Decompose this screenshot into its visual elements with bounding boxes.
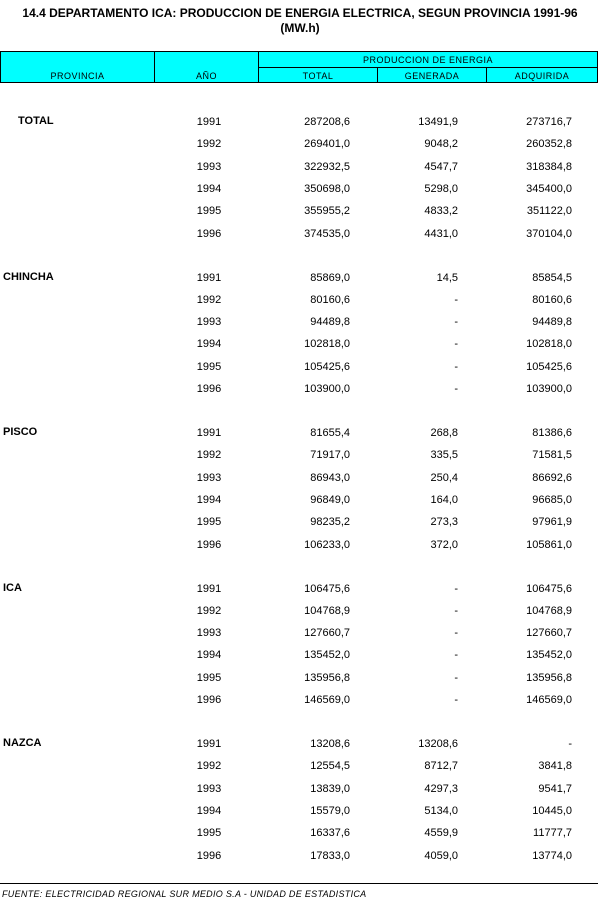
total-cell: 374535,0 (304, 227, 350, 240)
adquirida-cell: - (568, 738, 572, 750)
year-cell: 1996 (196, 694, 222, 706)
adquirida-cell: 105861,0 (526, 538, 572, 551)
year-cell: 1994 (196, 804, 222, 817)
generada-cell: 273,3 (430, 516, 458, 529)
adquirida-cell: 127660,7 (526, 627, 572, 640)
year-cell: 1994 (196, 649, 222, 662)
generada-cell: 250,4 (430, 471, 458, 484)
table-row (0, 759, 600, 773)
table-header (0, 51, 598, 83)
year-cell: 1992 (196, 138, 222, 151)
adquirida-cell: 85854,5 (532, 271, 572, 284)
year-cell: 1994 (196, 182, 222, 195)
table-title (0, 6, 600, 36)
adquirida-cell: 345400,0 (526, 182, 572, 195)
total-cell: 80160,6 (310, 293, 350, 306)
table-row (0, 382, 600, 396)
table-row (0, 182, 600, 196)
table-row (0, 671, 600, 685)
adquirida-cell: 102818,0 (526, 338, 572, 351)
total-cell: 81655,4 (310, 427, 350, 439)
total-cell: 86943,0 (310, 471, 350, 484)
year-cell: 1996 (196, 538, 222, 551)
year-cell: 1995 (196, 671, 222, 684)
year-cell: 1996 (196, 849, 222, 862)
adquirida-cell: 86692,6 (532, 471, 572, 484)
table-row (0, 448, 600, 462)
table-row (0, 137, 600, 151)
province-label: PISCO (3, 426, 38, 438)
adquirida-cell: 135452,0 (526, 649, 572, 662)
province-label: NAZCA (3, 737, 42, 749)
year-cell: 1995 (196, 205, 222, 218)
generada-cell: - (454, 671, 458, 684)
total-cell: 127660,7 (304, 627, 350, 640)
total-cell: 15579,0 (310, 804, 350, 817)
table-row (0, 315, 600, 329)
generada-cell: 372,0 (430, 538, 458, 551)
generada-cell: - (454, 582, 458, 595)
year-cell: 1995 (196, 827, 222, 840)
generada-cell: 5134,0 (424, 804, 458, 817)
table-row (0, 693, 600, 707)
total-cell: 287208,6 (304, 116, 350, 128)
adquirida-cell: 146569,0 (526, 694, 572, 706)
generada-cell: 4297,3 (424, 782, 458, 795)
table-row (0, 160, 600, 174)
table-row (0, 360, 600, 374)
table-row (0, 337, 600, 351)
table-row (0, 227, 600, 241)
adquirida-cell: 11777,7 (533, 827, 572, 840)
total-cell: 135956,8 (304, 671, 350, 684)
table-row (0, 648, 600, 662)
adquirida-cell: 81386,6 (532, 427, 572, 439)
adquirida-cell: 273716,7 (526, 116, 572, 128)
adquirida-cell: 97961,9 (532, 516, 572, 529)
total-cell: 103900,0 (304, 383, 350, 395)
table-row (0, 604, 600, 618)
generada-cell: 268,8 (430, 427, 458, 439)
generada-cell: 164,0 (430, 493, 458, 506)
generada-cell: 14,5 (436, 271, 458, 284)
adquirida-cell: 370104,0 (526, 227, 572, 240)
generada-cell: - (454, 627, 458, 640)
adquirida-cell: 106475,6 (526, 582, 572, 595)
generada-cell: - (454, 649, 458, 662)
adquirida-cell: 3841,8 (538, 760, 572, 773)
year-cell: 1991 (196, 116, 222, 128)
total-cell: 17833,0 (310, 849, 350, 862)
total-cell: 12554,5 (310, 760, 350, 773)
header-produccion: PRODUCCION DE ENERGIA (362, 55, 493, 65)
year-cell: 1996 (196, 383, 222, 395)
year-cell: 1994 (196, 338, 222, 351)
generada-cell: 5298,0 (424, 182, 458, 195)
adquirida-cell: 135956,8 (526, 671, 572, 684)
table-row (0, 804, 600, 818)
adquirida-cell: 260352,8 (526, 138, 572, 151)
total-cell: 135452,0 (304, 649, 350, 662)
table-row (0, 115, 600, 129)
adquirida-cell: 94489,8 (532, 316, 572, 329)
table-row (0, 515, 600, 529)
adquirida-cell: 80160,6 (532, 293, 572, 306)
generada-cell: 13491,9 (418, 116, 458, 128)
total-cell: 355955,2 (304, 205, 350, 218)
table-row (0, 626, 600, 640)
generada-cell: 4559,9 (424, 827, 458, 840)
total-cell: 94489,8 (310, 316, 350, 329)
total-cell: 146569,0 (304, 694, 350, 706)
province-label: ICA (3, 581, 22, 594)
year-cell: 1993 (196, 316, 222, 329)
table-row (0, 849, 600, 863)
total-cell: 13208,6 (310, 738, 350, 750)
generada-cell: - (454, 604, 458, 617)
header-generada: GENERADA (404, 71, 460, 81)
table-row (0, 204, 600, 218)
footer-divider (0, 883, 598, 884)
total-cell: 104768,9 (304, 604, 350, 617)
total-cell: 85869,0 (310, 271, 350, 284)
adquirida-cell: 71581,5 (532, 449, 572, 462)
adquirida-cell: 10445,0 (532, 804, 572, 817)
year-cell: 1992 (196, 293, 222, 306)
year-cell: 1993 (196, 782, 222, 795)
adquirida-cell: 103900,0 (526, 383, 572, 395)
generada-cell: 335,5 (430, 449, 458, 462)
generada-cell: 4547,7 (424, 160, 458, 173)
total-cell: 71917,0 (310, 449, 350, 462)
table-row (0, 826, 600, 840)
total-cell: 350698,0 (304, 182, 350, 195)
year-cell: 1995 (196, 516, 222, 529)
table-row (0, 271, 600, 285)
year-cell: 1993 (196, 160, 222, 173)
header-anio: AÑO (195, 71, 217, 81)
table-row (0, 426, 600, 440)
total-cell: 96849,0 (310, 493, 350, 506)
province-label: CHINCHA (3, 270, 54, 283)
total-cell: 322932,5 (304, 160, 350, 173)
table-row (0, 493, 600, 507)
adquirida-cell: 9541,7 (538, 782, 572, 795)
total-cell: 13839,0 (310, 782, 350, 795)
generada-cell: - (454, 316, 458, 329)
generada-cell: 4833,2 (424, 205, 458, 218)
year-cell: 1992 (196, 604, 222, 617)
generada-cell: - (454, 360, 458, 373)
generada-cell: - (454, 293, 458, 306)
year-cell: 1991 (196, 582, 222, 595)
year-cell: 1991 (196, 271, 222, 284)
generada-cell: 4059,0 (424, 849, 458, 862)
year-cell: 1995 (196, 360, 222, 373)
year-cell: 1992 (196, 449, 222, 462)
generada-cell: - (454, 338, 458, 351)
total-cell: 98235,2 (310, 516, 350, 529)
header-total: TOTAL (302, 71, 334, 81)
title-unit: (MW.h) (280, 21, 320, 35)
adquirida-cell: 104768,9 (526, 604, 572, 617)
year-cell: 1993 (196, 471, 222, 484)
generada-cell: 4431,0 (424, 227, 458, 240)
table-row (0, 737, 600, 751)
adquirida-cell: 318384,8 (526, 160, 572, 173)
year-cell: 1993 (196, 627, 222, 640)
generada-cell: 9048,2 (424, 138, 458, 151)
adquirida-cell: 96685,0 (532, 493, 572, 506)
table-row (0, 582, 600, 596)
generada-cell: 8712,7 (424, 760, 458, 773)
header-adquirida: ADQUIRIDA (514, 71, 570, 81)
generada-cell: - (454, 694, 458, 706)
source-note: FUENTE: ELECTRICIDAD REGIONAL SUR MEDIO S.A - UNIDAD DE ESTADISTICA (2, 889, 367, 899)
province-label: TOTAL (18, 115, 54, 127)
year-cell: 1991 (196, 427, 222, 439)
table-row (0, 293, 600, 307)
adquirida-cell: 105425,6 (526, 360, 572, 373)
total-cell: 106233,0 (304, 538, 350, 551)
adquirida-cell: 13774,0 (532, 849, 572, 862)
adquirida-cell: 351122,0 (526, 205, 572, 218)
total-cell: 16337,6 (310, 827, 350, 840)
table-row (0, 538, 600, 552)
year-cell: 1994 (196, 493, 222, 506)
total-cell: 102818,0 (304, 338, 350, 351)
total-cell: 106475,6 (304, 582, 350, 595)
title-line-1: 14.4 DEPARTAMENTO ICA: PRODUCCION DE ENERGIA ELECTRICA, SEGUN PROVINCIA 1991-96 (22, 6, 578, 20)
table-row (0, 782, 600, 796)
total-cell: 269401,0 (304, 138, 350, 151)
header-provincia: PROVINCIA (50, 71, 105, 81)
total-cell: 105425,6 (304, 360, 350, 373)
generada-cell: 13208,6 (418, 738, 458, 750)
header-divider (259, 67, 597, 68)
year-cell: 1996 (196, 227, 222, 240)
year-cell: 1992 (196, 760, 222, 773)
year-cell: 1991 (196, 738, 222, 750)
generada-cell: - (454, 383, 458, 395)
table-row (0, 471, 600, 485)
